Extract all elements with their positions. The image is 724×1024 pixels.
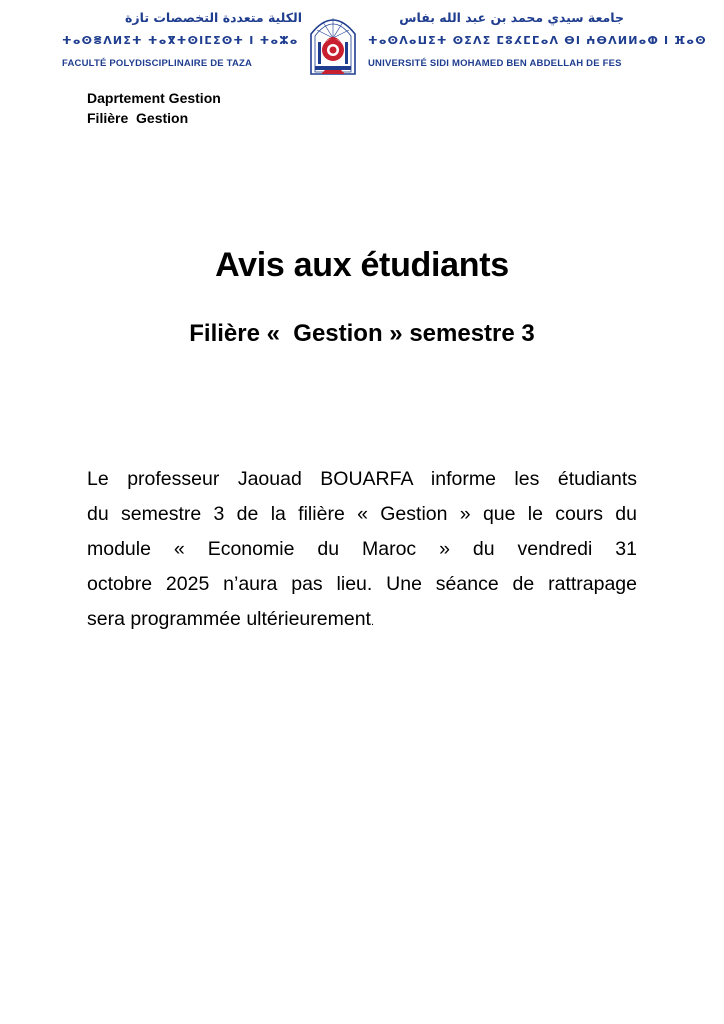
body-line-last [87, 602, 637, 640]
faculty-name-french: FACULTÉ POLYDISCIPLINAIRE DE TAZA [62, 58, 253, 69]
university-name-french: UNIVERSITÉ SIDI MOHAMED BEN ABDELLAH DE FES [368, 58, 622, 69]
program-name: Filière Gestion [87, 110, 189, 126]
body-line: octobre 2025 n’aura pas lieu. Une séance de rattrapage [87, 573, 637, 595]
letterhead [0, 8, 724, 80]
university-emblem-icon [305, 8, 361, 80]
notice-body [87, 462, 637, 640]
body-line-text: sera programmée ultérieurement [87, 608, 371, 630]
department-block [87, 88, 221, 128]
body-line: module « Economie du Maroc » du vendredi 31 [87, 538, 637, 560]
notice-subtitle: Filière « Gestion » semestre 3 [189, 320, 535, 347]
university-name-arabic: جامعة سيدي محمد بن عبد الله بفاس [399, 10, 624, 25]
faculty-name-arabic: الكلية متعددة التخصصات تازة [125, 10, 302, 25]
body-line: Le professeur Jaouad BOUARFA informe les étudiants [87, 468, 637, 490]
notice-title: Avis aux étudiants [215, 246, 509, 284]
body-line-period: . [370, 616, 375, 628]
university-name-tifinagh: ⵜⴰⵙⴷⴰⵡⵉⵜ ⵙⵉⴷⵉ ⵎⵓⵃⵎⵎⴰⴷ ⴱⵏ ⵄⴱⴷⵍⵍⴰⵀ ⵏ ⴼⴰⵙ [368, 34, 707, 47]
department-name: Daprtement Gestion [87, 90, 221, 106]
faculty-name-tifinagh: ⵜⴰⵙⴻⴷⵍⵉⵜ ⵜⴰⴳⵜⵙⵏⵎⵉⵙⵜ ⵏ ⵜⴰⵣⴰ [62, 34, 299, 47]
body-line: du semestre 3 de la filière « Gestion » que le cours du [87, 503, 637, 525]
